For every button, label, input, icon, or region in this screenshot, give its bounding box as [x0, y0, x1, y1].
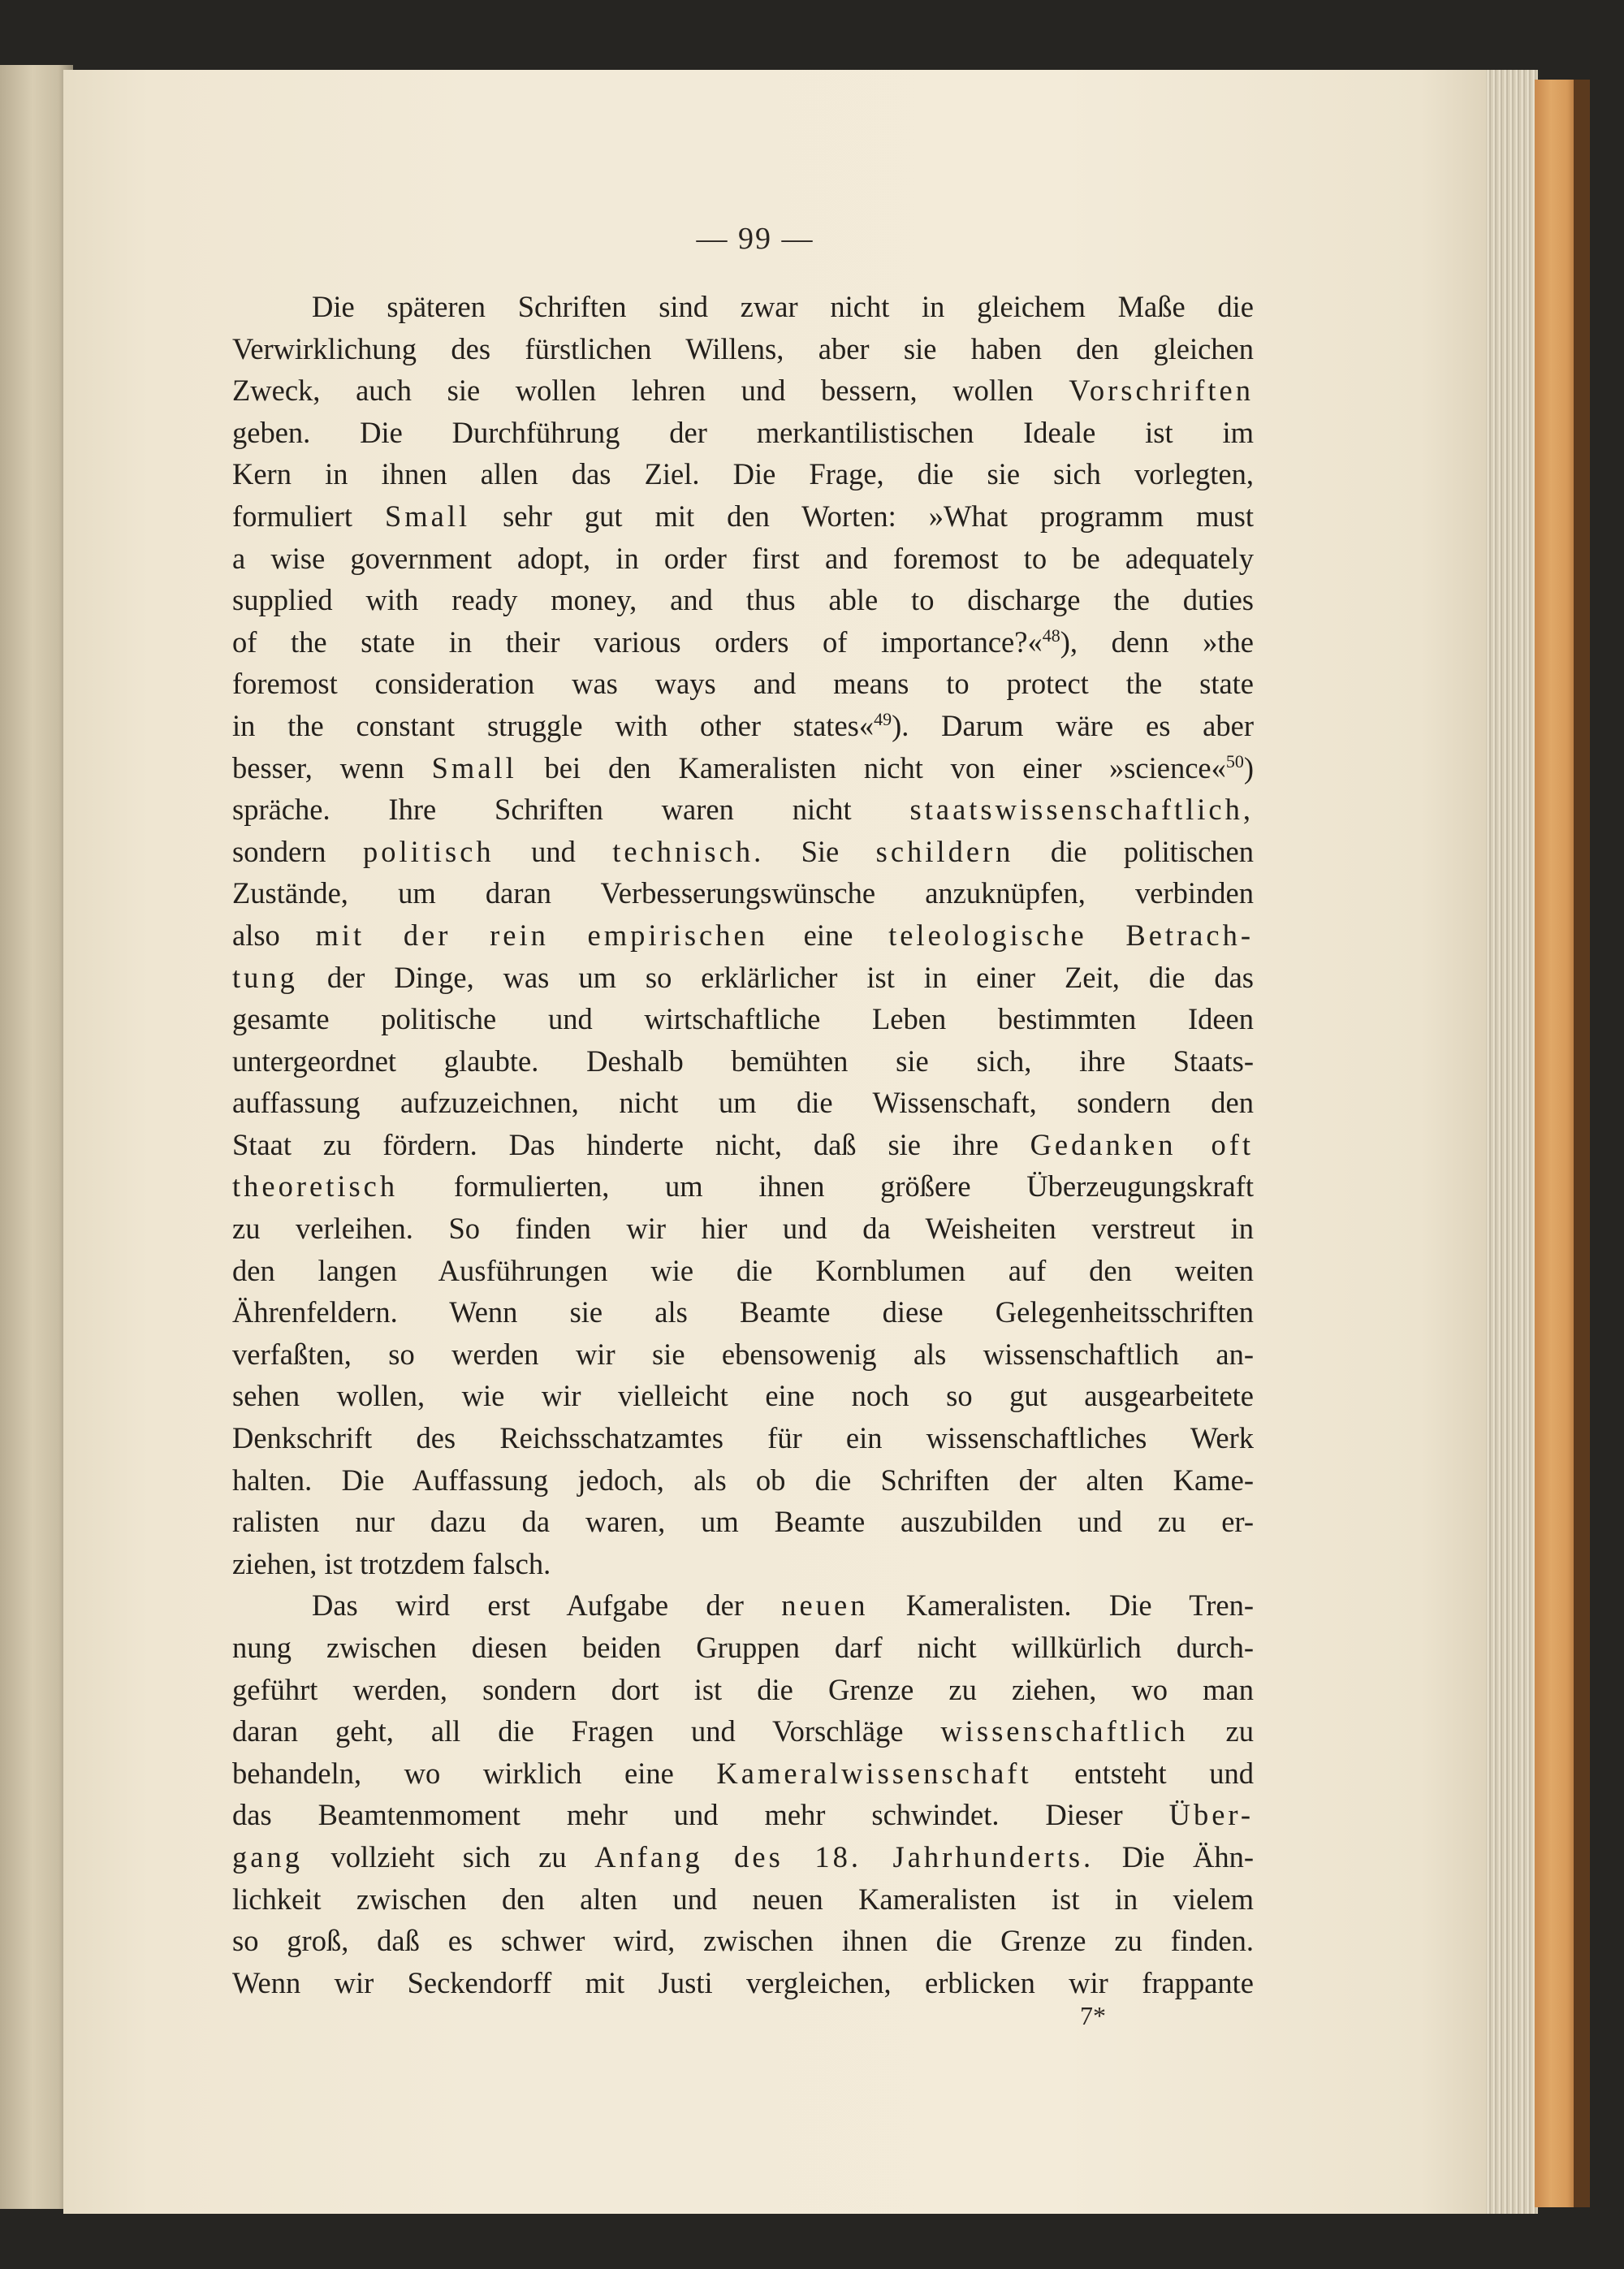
text-line: geführt werden, sondern dort ist die Grenze zu ziehen, wo man [232, 1672, 1254, 1706]
footnote-ref: 50 [1225, 750, 1244, 771]
text-line: spräche. Ihre Schriften waren nicht staatswissenschaftlich, [232, 793, 1254, 827]
cover-shadow [1574, 80, 1590, 2207]
text-line: verfaßten, so werden wir sie ebensowenig als wissenschaftlich an- [232, 1337, 1254, 1371]
text-line: Ährenfeldern. Wenn sie als Beamte diese Gelegenheitsschriften [232, 1295, 1254, 1329]
page-stack-edge [1486, 70, 1538, 2214]
text-line: besser, wenn Small bei den Kameralisten nicht von einer »science«$^{50}$) [232, 750, 1255, 784]
text-line: zu verleihen. So finden wir hier und da Weisheiten verstreut in [232, 1212, 1254, 1246]
text-line: daran geht, all die Fragen und Vorschläge wissenschaftlich zu [232, 1714, 1254, 1748]
text-line: gesamte politische und wirtschaftliche Leben bestimmten Ideen [232, 1002, 1254, 1036]
text-line: halten. Die Auffassung jedoch, als ob die Schriften der alten Kame- [232, 1463, 1254, 1497]
text-line: so groß, daß es schwer wird, zwischen ihnen die Grenze zu finden. [232, 1924, 1254, 1958]
text-line: geben. Die Durchführung der merkantilistischen Ideale ist im [232, 415, 1254, 449]
text-line: Zweck, auch sie wollen lehren und bessern, wollen Vorschriften [232, 374, 1254, 408]
text-line: Denkschrift des Reichsschatzamtes für ein wissenschaftliches Werk [232, 1421, 1254, 1455]
text-line: Staat zu fördern. Das hinderte nicht, daß sie ihre Gedanken oft [232, 1127, 1254, 1161]
text-line: theoretisch formulierten, um ihnen größere Überzeugungskraft [232, 1169, 1254, 1204]
text-line: Verwirklichung des fürstlichen Willens, aber sie haben den gleichen [232, 331, 1254, 365]
text-line: das Beamtenmoment mehr und mehr schwindet. Dieser Über- [232, 1798, 1254, 1832]
text-line: sondern politisch und technisch. Sie schildern die politischen [232, 834, 1254, 868]
text-line: foremost consideration was ways and means to protect the state [232, 667, 1254, 701]
footnote-ref: 49 [874, 708, 892, 729]
text-line: Kern in ihnen allen das Ziel. Die Frage, die sie sich vorlegten, [232, 457, 1254, 491]
text-line: Die späteren Schriften sind zwar nicht in gleichem Maße die [312, 290, 1254, 323]
book-cover-edge [1535, 80, 1575, 2207]
text-line: nung zwischen diesen beiden Gruppen darf nicht willkürlich durch- [232, 1631, 1254, 1664]
text-line: ralisten nur dazu da waren, um Beamte auszubilden und zu er- [232, 1505, 1254, 1539]
text-line: Das wird erst Aufgabe der neuen Kameralisten. Die Tren- [312, 1588, 1254, 1623]
text-line: a wise government adopt, in order first and foremost to be adequately [232, 541, 1254, 575]
text-line: of the state in their various orders of importance?«$^{48}$), denn »the [232, 625, 1254, 659]
text-line: gang vollzieht sich zu Anfang des 18. Jahrhunderts. Die Ähn- [232, 1839, 1254, 1874]
text-line: formuliert Small sehr gut mit den Worten: »What programm must [232, 499, 1254, 533]
footnote-ref: 48 [1042, 625, 1060, 646]
signature-mark: 7* [1080, 2001, 1106, 2030]
page-number: — 99 — [696, 222, 814, 256]
body-text [232, 286, 1254, 2003]
text-line: Zustände, um daran Verbesserungswünsche anzuknüpfen, verbinden [232, 876, 1254, 910]
text-line: Wenn wir Seckendorff mit Justi vergleichen, erblicken wir frappante [232, 1965, 1254, 1999]
text-line: auffassung aufzuzeichnen, nicht um die Wissenschaft, sondern den [232, 1086, 1254, 1120]
text-line: untergeordnet glaubte. Deshalb bemühten sie sich, ihre Staats- [232, 1044, 1254, 1078]
text-line: behandeln, wo wirklich eine Kameralwissenschaft entsteht und [232, 1756, 1255, 1790]
text-line: also mit der rein empirischen eine teleologische Betrach- [232, 918, 1254, 952]
facing-page-edge [0, 65, 73, 2209]
text-line: den langen Ausführungen wie die Kornblumen auf den weiten [232, 1253, 1254, 1287]
text-line: supplied with ready money, and thus able to discharge the duties [232, 583, 1254, 617]
text-line: sehen wollen, wie wir vielleicht eine noch so gut ausgearbeitete [232, 1379, 1254, 1413]
text-line: lichkeit zwischen den alten und neuen Kameralisten ist in vielem [232, 1882, 1254, 1916]
text-line: tung der Dinge, was um so erklärlicher ist in einer Zeit, die das [232, 960, 1254, 994]
text-line: in the constant struggle with other states«$^{49}$). Darum wäre es aber [232, 708, 1254, 742]
text-line: ziehen, ist trotzdem falsch. [232, 1546, 551, 1580]
